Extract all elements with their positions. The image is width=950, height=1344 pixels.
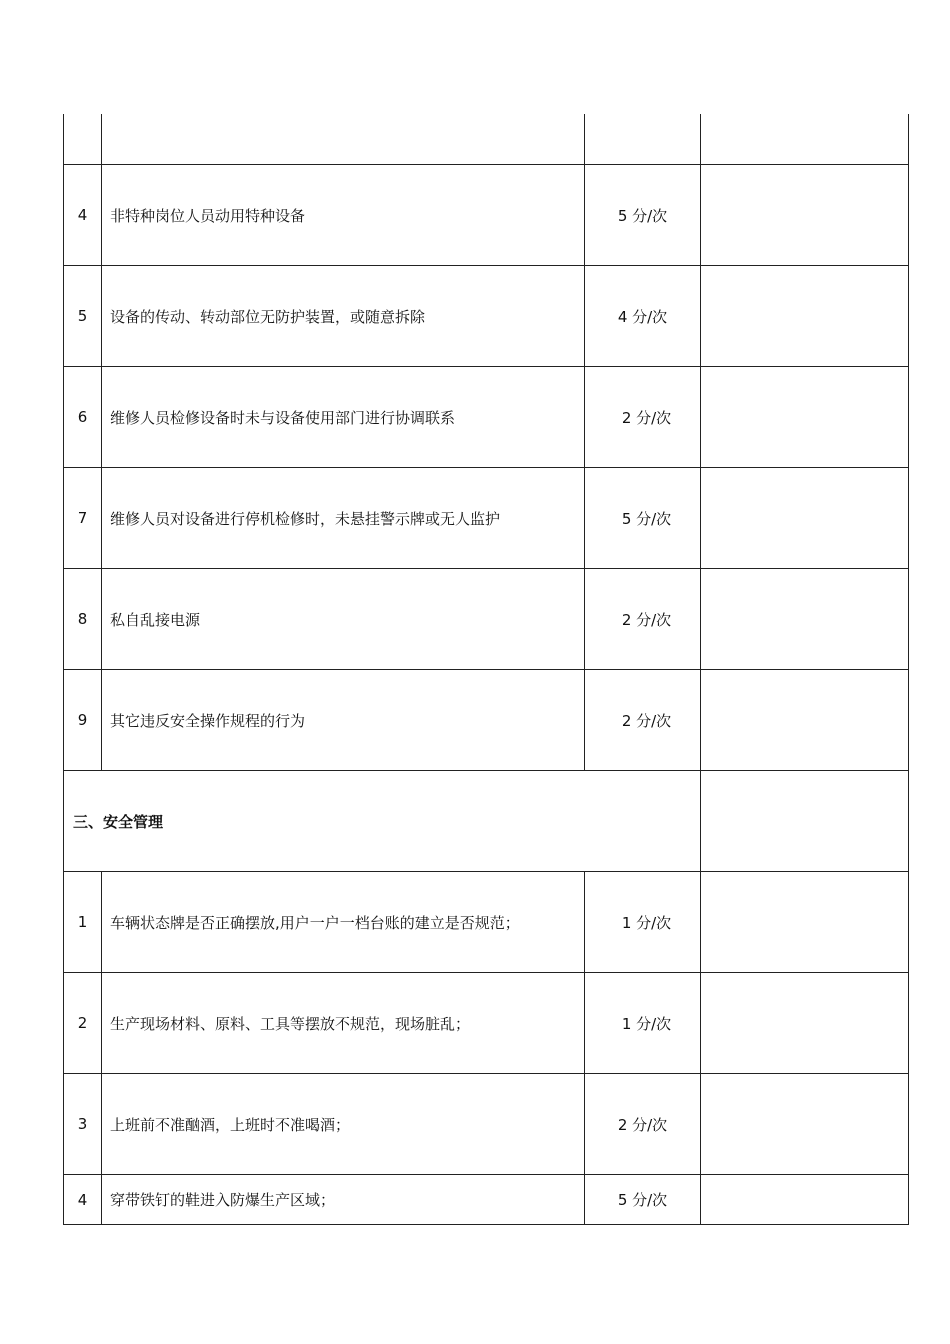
table-row (64, 872, 909, 973)
row-remark (701, 1175, 909, 1225)
row-score: 2 分/次 (585, 670, 701, 771)
row-description: 私自乱接电源 (102, 569, 585, 670)
row-description: 穿带铁钉的鞋进入防爆生产区域； (102, 1175, 585, 1225)
table-row (64, 266, 909, 367)
table-row (64, 1175, 909, 1225)
row-score: 2 分/次 (585, 569, 701, 670)
row-remark (701, 114, 909, 165)
section-header-row (64, 771, 909, 872)
row-remark (701, 872, 909, 973)
table-row (64, 1074, 909, 1175)
section-title: 三、安全管理 (64, 771, 701, 872)
row-description: 维修人员检修设备时未与设备使用部门进行协调联系 (102, 367, 585, 468)
row-number: 4 (64, 165, 102, 266)
row-remark (701, 1074, 909, 1175)
row-remark (701, 670, 909, 771)
row-score: 1 分/次 (585, 872, 701, 973)
table-row (64, 670, 909, 771)
row-score: 1 分/次 (585, 973, 701, 1074)
penalty-table (63, 114, 909, 1225)
row-remark (701, 266, 909, 367)
table-row (64, 367, 909, 468)
section-remark (701, 771, 909, 872)
row-remark (701, 468, 909, 569)
row-number: 9 (64, 670, 102, 771)
row-description: 设备的传动、转动部位无防护装置，或随意拆除 (102, 266, 585, 367)
row-description: 车辆状态牌是否正确摆放,用户一户一档台账的建立是否规范； (102, 872, 585, 973)
table-row (64, 468, 909, 569)
row-number: 3 (64, 1074, 102, 1175)
row-number: 8 (64, 569, 102, 670)
row-number: 1 (64, 872, 102, 973)
row-remark (701, 165, 909, 266)
row-description: 生产现场材料、原料、工具等摆放不规范，现场脏乱； (102, 973, 585, 1074)
row-score: 5 分/次 (585, 468, 701, 569)
row-score: 5 分/次 (585, 1175, 701, 1225)
row-score: 4 分/次 (585, 266, 701, 367)
row-remark (701, 569, 909, 670)
row-remark (701, 973, 909, 1074)
row-description: 其它违反安全操作规程的行为 (102, 670, 585, 771)
row-number: 7 (64, 468, 102, 569)
row-description: 维修人员对设备进行停机检修时，未悬挂警示牌或无人监护 (102, 468, 585, 569)
row-number: 6 (64, 367, 102, 468)
row-remark (701, 367, 909, 468)
table-row (64, 114, 909, 165)
row-description: 非特种岗位人员动用特种设备 (102, 165, 585, 266)
table-row (64, 569, 909, 670)
row-number (64, 114, 102, 165)
row-description: 上班前不准酗酒，上班时不准喝酒； (102, 1074, 585, 1175)
row-description (102, 114, 585, 165)
row-number: 4 (64, 1175, 102, 1225)
row-score: 2 分/次 (585, 367, 701, 468)
table-row (64, 165, 909, 266)
row-score: 2 分/次 (585, 1074, 701, 1175)
row-score (585, 114, 701, 165)
row-score: 5 分/次 (585, 165, 701, 266)
row-number: 2 (64, 973, 102, 1074)
row-number: 5 (64, 266, 102, 367)
table-row (64, 973, 909, 1074)
